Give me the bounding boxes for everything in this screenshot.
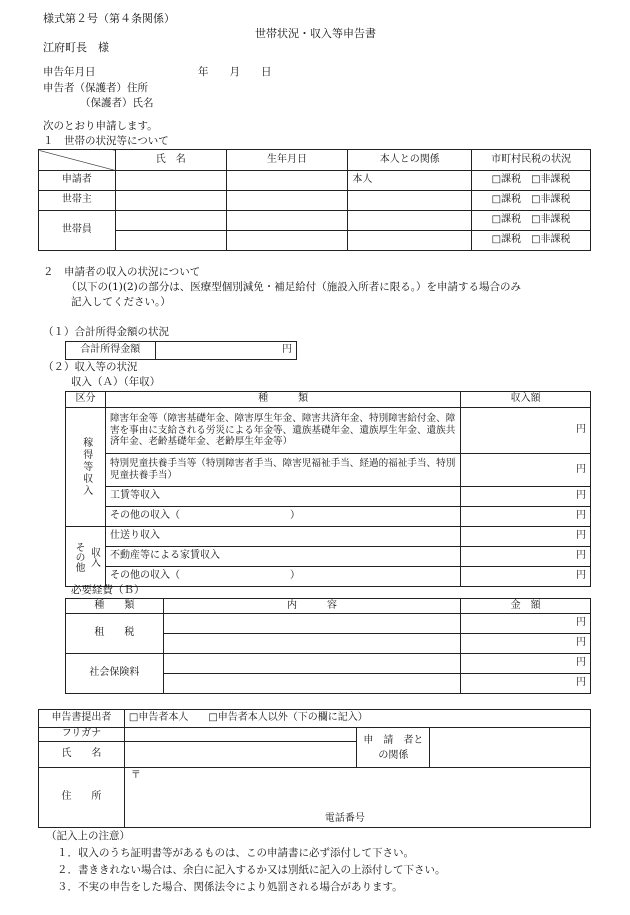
tax-checkbox-pair[interactable]: □課税 □非課税: [472, 231, 591, 251]
name-cell[interactable]: [115, 171, 226, 191]
header-tax-status: 市町村民税の状況: [472, 150, 591, 171]
expense-amount-cell[interactable]: 円: [461, 654, 591, 674]
household-table: [38, 149, 591, 251]
furigana-label: フリガナ: [39, 728, 125, 742]
applicant-address-label: 申告者（保護者）住所: [43, 82, 148, 94]
address-input[interactable]: [124, 768, 590, 828]
header-expense-kind: 種 類: [66, 599, 164, 614]
submitter-label: 申告書提出者: [39, 710, 125, 728]
header-kubun: 区分: [66, 392, 106, 408]
postal-mark: 〒: [130, 770, 141, 781]
header-expense-amount: 金 額: [461, 599, 591, 614]
header-name: 氏 名: [115, 150, 226, 171]
note-item-3: ３．不実の申告をした場合、関係法令により処罰される場合があります。: [57, 881, 403, 893]
tax-checkbox-pair[interactable]: □課税 □非課税: [472, 211, 591, 231]
income-item-wages: 工賃等収入: [105, 487, 460, 507]
address-label: 住 所: [39, 768, 125, 828]
furigana-input[interactable]: [124, 728, 357, 742]
amount-remittance[interactable]: 円: [461, 527, 591, 547]
expense-content-cell[interactable]: [163, 614, 460, 634]
amount-pension[interactable]: 円: [461, 408, 591, 454]
amount-wages[interactable]: 円: [461, 487, 591, 507]
recipient: 江府町長 様: [43, 41, 109, 54]
birthdate-cell[interactable]: [226, 171, 348, 191]
relation-cell[interactable]: [348, 211, 472, 231]
name-cell[interactable]: [115, 231, 226, 251]
row-label-applicant: 申請者: [39, 171, 116, 191]
group-earned-income: 稼得等収入: [66, 408, 106, 527]
note-item-2: ２．書ききれない場合は、余白に記入するか又は別紙に記入の上添付して下さい。: [57, 864, 446, 876]
name-cell[interactable]: [115, 191, 226, 211]
subsection1-title: （１）合計所得金額の状況: [43, 326, 169, 338]
birthdate-cell[interactable]: [226, 191, 348, 211]
total-income-input[interactable]: 円: [155, 342, 296, 360]
row-label-householder: 世帯主: [39, 191, 116, 211]
form-title: 世帯状況・収入等申告書: [255, 27, 376, 40]
expense-content-cell[interactable]: [163, 654, 460, 674]
income-title: 収入（Ａ）（年収）: [71, 376, 161, 388]
income-item-rent: 不動産等による家賃収入: [105, 547, 460, 567]
submitter-options[interactable]: □申告者本人 □申告者本人以外（下の欄に記入）: [124, 710, 590, 728]
form-number: 様式第２号（第４条関係）: [43, 12, 175, 25]
income-item-allowance: 特別児童扶養手当等（特別障害者手当、障害児福祉手当、経過的福祉手当、特別児童扶養手当）: [105, 454, 460, 487]
name-input[interactable]: [124, 742, 357, 768]
note-item-1: １．収入のうち証明書等があるものは、この申請書に必ず添付して下さい。: [57, 847, 414, 859]
subsection2-title: （２）収入等の状況: [43, 361, 138, 373]
expense-tax-label: 租 税: [66, 614, 164, 654]
relation-cell[interactable]: [348, 191, 472, 211]
amount-other[interactable]: 円: [461, 567, 591, 587]
date-fields: 年 月 日: [198, 66, 272, 78]
expense-amount-cell[interactable]: 円: [461, 614, 591, 634]
expense-content-cell[interactable]: [163, 674, 460, 694]
income-item-pension: 障害年金等（障害基礎年金、障害厚生年金、障害共済年金、特別障害給付金、障害を事由に支給される労災による年金等、遺族基礎年金、遺族厚生年金、遺族共済年金、老齢基礎年金、老齢厚生年金等）: [105, 408, 460, 454]
income-table: [65, 391, 591, 587]
header-birthdate: 生年月日: [226, 150, 348, 171]
row-label-member: 世帯員: [39, 211, 116, 251]
birthdate-cell[interactable]: [226, 211, 348, 231]
group-other-income: その他 収入: [66, 527, 106, 587]
expense-amount-cell[interactable]: 円: [461, 674, 591, 694]
name-label: 氏 名: [39, 742, 125, 768]
section2-title: ２ 申請者の収入の状況について: [43, 266, 201, 278]
section1-title: １ 世帯の状況等について: [43, 135, 169, 147]
header-amount: 収入額: [461, 392, 591, 408]
income-item-other-earned: その他の収入（ ）: [105, 507, 460, 527]
diagonal-cell: [39, 150, 116, 171]
header-kind: 種 類: [105, 392, 460, 408]
expense-amount-cell[interactable]: 円: [461, 634, 591, 654]
date-label: 申告年月日: [43, 66, 96, 78]
amount-other-earned[interactable]: 円: [461, 507, 591, 527]
total-income-table: [65, 341, 297, 360]
notes-title: （記入上の注意）: [46, 830, 130, 842]
phone-label: 電話番号: [324, 812, 365, 824]
expense-table: [65, 598, 591, 694]
income-item-other: その他の収入（ ）: [105, 567, 460, 587]
name-cell[interactable]: [115, 211, 226, 231]
header-expense-content: 内 容: [163, 599, 460, 614]
section2-note-line1: （以下の(1)(2)の部分は、医療型個別減免・補足給付（施設入所者に限る。）を申請する場合のみ: [66, 281, 521, 293]
tax-checkbox-pair[interactable]: □課税 □非課税: [472, 191, 591, 211]
intro-text: 次のとおり申請します。: [43, 120, 158, 132]
applicant-name-label: （保護者）氏名: [80, 97, 154, 109]
total-income-label: 合計所得金額: [66, 342, 156, 360]
relation-cell[interactable]: [348, 231, 472, 251]
relation-input[interactable]: [430, 728, 591, 768]
expense-insurance-label: 社会保険料: [66, 654, 164, 694]
expense-content-cell[interactable]: [163, 634, 460, 654]
amount-rent[interactable]: 円: [461, 547, 591, 567]
header-relation: 本人との関係: [348, 150, 472, 171]
submitter-table: [38, 709, 591, 828]
relation-cell: 本人: [348, 171, 472, 191]
expense-title: 必要経費（Ｂ）: [71, 584, 145, 596]
section2-note-line2: 記入してください。）: [71, 296, 171, 308]
birthdate-cell[interactable]: [226, 231, 348, 251]
relation-label: 申 請 者との関係: [357, 728, 430, 768]
tax-checkbox-pair[interactable]: □課税 □非課税: [472, 171, 591, 191]
amount-allowance[interactable]: 円: [461, 454, 591, 487]
income-item-remittance: 仕送り収入: [105, 527, 460, 547]
